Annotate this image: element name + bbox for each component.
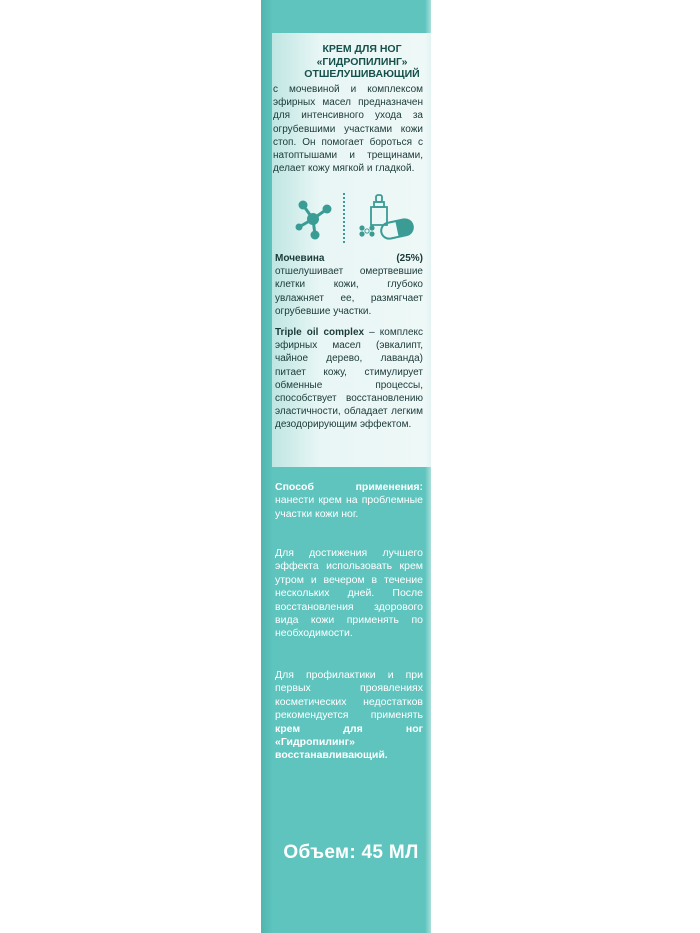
usage-step-3-text: Для профилактики и при первых проявлениях косметических недостатков рекомендуется применять	[275, 669, 423, 722]
oil-complex-name: Triple oil complex	[275, 327, 365, 338]
product-volume: Объем: 45 МЛ	[283, 842, 419, 863]
product-title-line: «ГИДРОПИЛИНГ»	[316, 55, 408, 68]
usage-heading: Способ применения:	[275, 481, 423, 493]
urea-text: отшелушивает омертвевшие клетки кожи, глубоко увлажняет ее, размягчает огрубевшие участки.	[275, 266, 423, 317]
product-title	[301, 43, 423, 81]
usage-step-3-product: крем для ног «Гидропилинг» восстанавливающий.	[275, 722, 423, 762]
capsule-icon	[380, 218, 415, 240]
usage-step-3	[275, 669, 423, 763]
product-title-line: ОТШЕЛУШИВАЮЩИЙ	[304, 68, 420, 80]
box-edge-highlight	[425, 0, 431, 933]
product-description: с мочевиной и комплексом эфирных масел предназначен для интенсивного ухода за огрубевшими участками кожи стоп. Он помогает бороться с натоптышами и трещинами, делает кожу мягкой и гладкой.	[273, 84, 423, 175]
ingredient-icons	[291, 193, 423, 245]
dropper-bottle-icon	[371, 195, 387, 225]
product-title-line: КРЕМ ДЛЯ НОГ	[322, 43, 402, 55]
flower-icon	[359, 225, 374, 236]
usage-instructions	[275, 481, 423, 521]
product-box-side	[261, 0, 431, 933]
oil-complex-description	[275, 326, 423, 432]
molecule-icon	[296, 201, 332, 240]
usage-step-1: нанести крем на проблемные участки кожи ног.	[275, 494, 423, 520]
usage-step-2: Для достижения лучшего эффекта использовать крем утром и вечером в течение нескольких дней. После восстановления здорового вида кожи применять по необходимости.	[275, 547, 423, 640]
urea-description	[275, 252, 423, 318]
icon-divider	[343, 193, 345, 243]
urea-name: Мочевина (25%)	[275, 253, 423, 264]
oil-complex-text: – комплекс эфирных масел (эвкалипт, чайное дерево, лаванда) питает кожу, стимулирует обменные процессы, способствует восстановлению эластичности, обладает легким дезодорирующим эффектом.	[275, 327, 423, 431]
